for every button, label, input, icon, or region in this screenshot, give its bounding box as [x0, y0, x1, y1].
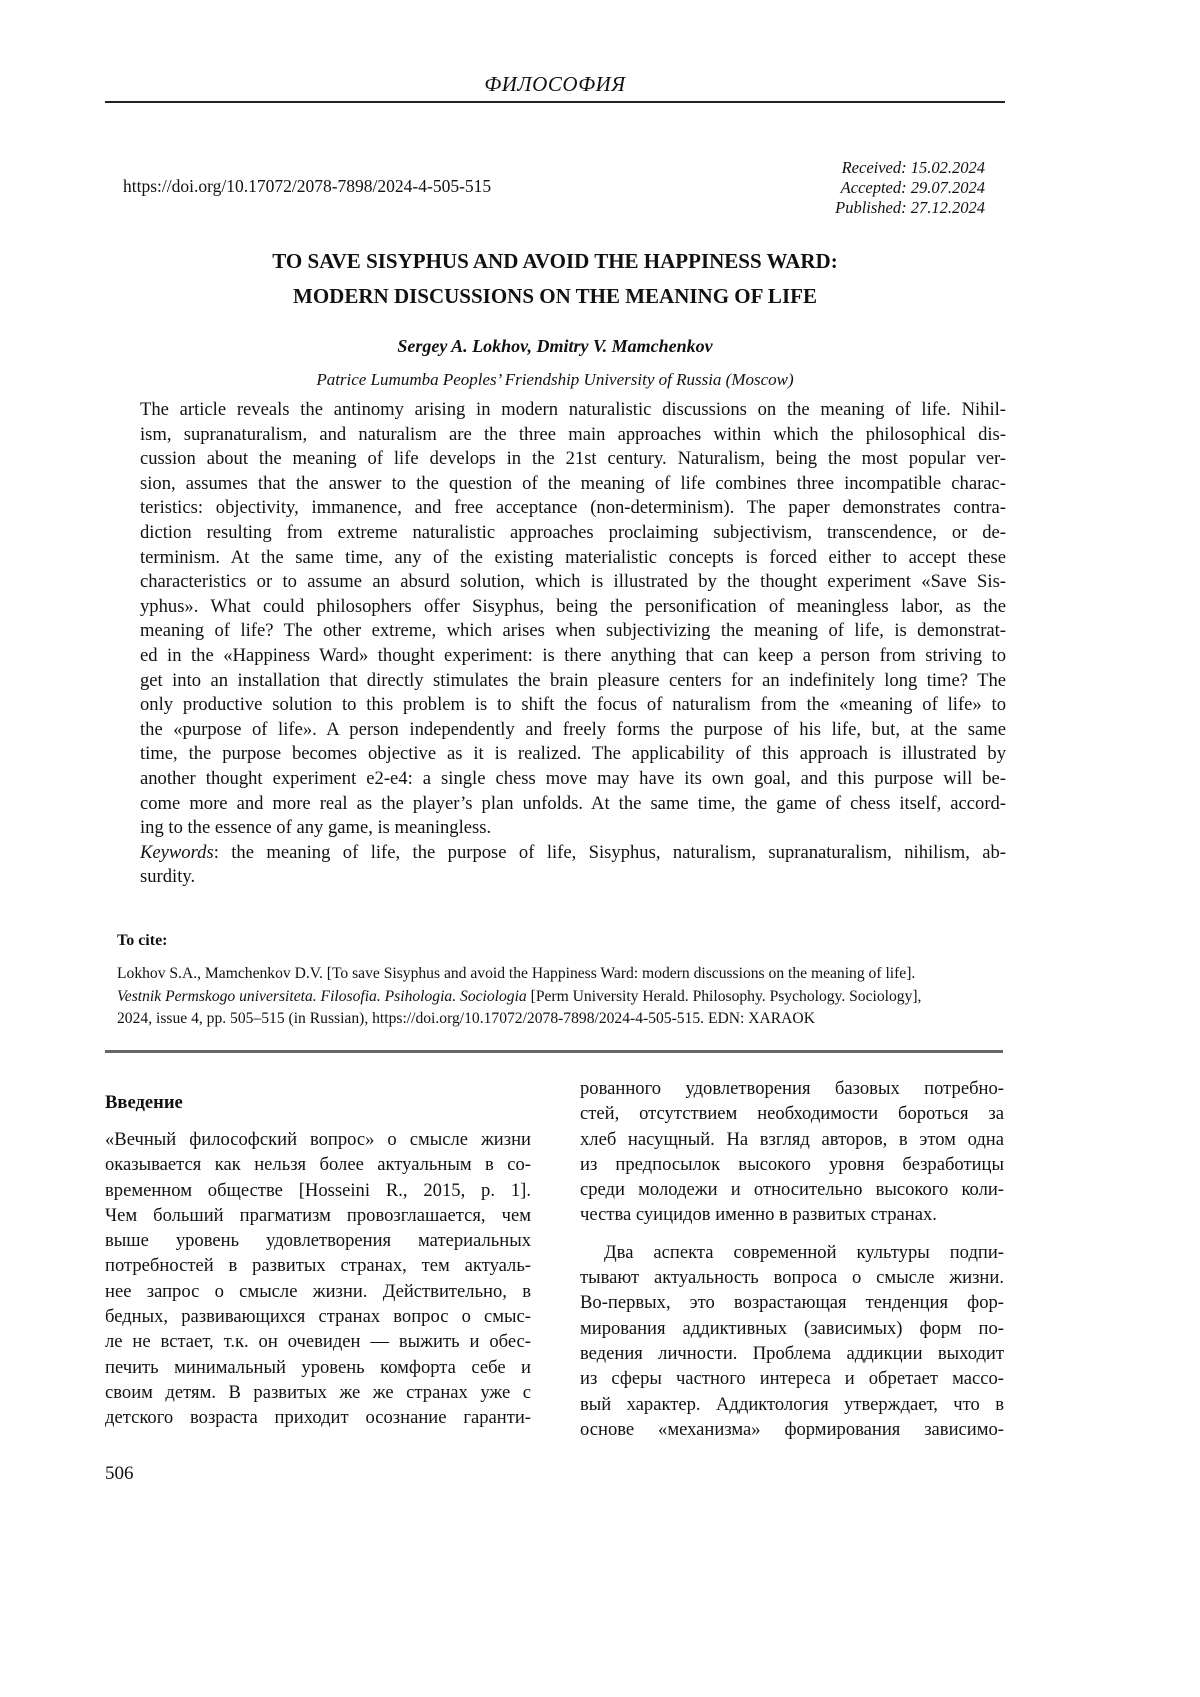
text-line: вый характер. Аддиктология утверждает, что в — [580, 1392, 1004, 1417]
article-dates — [835, 158, 985, 218]
citation — [117, 963, 997, 1031]
text-line: оказывается как нельзя более актуальным в со- — [105, 1152, 531, 1177]
title-line: MODERN DISCUSSIONS ON THE MEANING OF LIFE — [105, 279, 1005, 314]
citation-line — [117, 986, 997, 1009]
keywords-label: Keywords — [140, 842, 214, 863]
text-line: выше уровень удовлетворения материальных — [105, 1228, 531, 1253]
left-column — [105, 1127, 531, 1431]
citation-line: 2024, issue 4, pp. 505–515 (in Russian), https://doi.org/10.17072/2078-7898/2024-4-505-515. EDN: XARAOK — [117, 1008, 997, 1031]
text-line: come more and more real as the player’s plan unfolds. At the same time, the game of chess itself, accord- — [140, 792, 1006, 817]
accepted-date: Accepted: 29.07.2024 — [835, 178, 985, 198]
keywords-line — [140, 841, 1006, 866]
text-line: time, the purpose becomes objective as it is realized. The applicability of this approach is illustrated by — [140, 742, 1006, 767]
text-line: среди молодежи и относительно высокого коли- — [580, 1177, 1004, 1202]
text-line: sion, assumes that the answer to the question of the meaning of life combines three incompatible charac- — [140, 472, 1006, 497]
abstract — [140, 398, 1006, 890]
article-title — [105, 244, 1005, 314]
text-line: the «purpose of life». A person independently and freely forms the purpose of his life, but, at the same — [140, 718, 1006, 743]
text-line: бедных, развивающихся странах вопрос о смыс- — [105, 1304, 531, 1329]
text-line: ле не встает, т.к. он очевиден — выжить и обес- — [105, 1329, 531, 1354]
text-line: another thought experiment e2-e4: a single chess move may have its own goal, and this purpose will be- — [140, 767, 1006, 792]
affiliation: Patrice Lumumba Peoples’ Friendship University of Russia (Moscow) — [105, 370, 1005, 390]
text-line: чества суицидов именно в развитых странах. — [580, 1202, 1004, 1227]
text-line: ведения личности. Проблема аддикции выходит — [580, 1341, 1004, 1366]
authors: Sergey A. Lokhov, Dmitry V. Mamchenkov — [105, 336, 1005, 357]
running-header: ФИЛОСОФИЯ — [105, 72, 1005, 97]
text-line: Два аспекта современной культуры подпи- — [580, 1240, 1004, 1265]
section-heading-intro: Введение — [105, 1092, 183, 1114]
section-separator — [105, 1050, 1003, 1053]
text-line: из предпосылок высокого уровня безработицы — [580, 1152, 1004, 1177]
text-line: meaning of life? The other extreme, which arises when subjectivizing the meaning of life, is demonstrat- — [140, 619, 1006, 644]
text-line: teristics: objectivity, immanence, and free acceptance (non-determinism). The paper demonstrates contra- — [140, 496, 1006, 521]
text-line: «Вечный философский вопрос» о смысле жизни — [105, 1127, 531, 1152]
text-line: детского возраста приходит осознание гаранти- — [105, 1405, 531, 1430]
text-line: ing to the essence of any game, is meaningless. — [140, 816, 1006, 841]
cite-heading: To cite: — [117, 932, 168, 950]
text-line: yphus». What could philosophers offer Sisyphus, being the personification of meaningless labor, as the — [140, 595, 1006, 620]
received-date: Received: 15.02.2024 — [835, 158, 985, 178]
text-line: ed in the «Happiness Ward» thought experiment: is there anything that can keep a person from striving to — [140, 644, 1006, 669]
title-line: TO SAVE SISYPHUS AND AVOID THE HAPPINESS WARD: — [105, 244, 1005, 279]
text-line: cussion about the meaning of life develops in the 21st century. Naturalism, being the most popular ver- — [140, 447, 1006, 472]
text-line: печить минимальный уровень комфорта себе и — [105, 1355, 531, 1380]
text-line: основе «механизма» формирования зависимо- — [580, 1417, 1004, 1442]
text-line: Во-первых, это возрастающая тенденция фор- — [580, 1290, 1004, 1315]
text-line: стей, отсутствием необходимости бороться за — [580, 1101, 1004, 1126]
keywords-text: : the meaning of life, the purpose of life, Sisyphus, naturalism, supranaturalism, nihilism, ab- — [214, 842, 1006, 863]
text-line: Чем больший прагматизм провозглашается, чем — [105, 1203, 531, 1228]
text-line: diction resulting from extreme naturalistic approaches proclaiming subjectivism, transcendence, or de- — [140, 521, 1006, 546]
text-line: тывают актуальность вопроса о смысле жизни. — [580, 1265, 1004, 1290]
page-number: 506 — [105, 1463, 134, 1485]
text-line: из сферы частного интереса и обретает массо- — [580, 1366, 1004, 1391]
keywords-line: surdity. — [140, 865, 1006, 890]
text-line: хлеб насущный. На взгляд авторов, в этом одна — [580, 1127, 1004, 1152]
text-line: terminism. At the same time, any of the existing materialistic concepts is forced either to accept these — [140, 546, 1006, 571]
text-line: The article reveals the antinomy arising in modern naturalistic discussions on the meaning of life. Nihil- — [140, 398, 1006, 423]
text-line: get into an installation that directly stimulates the brain pleasure centers for an indefinitely long time? The — [140, 669, 1006, 694]
journal-name: Vestnik Permskogo universiteta. Filosofia. Psihologia. Sociologia — [117, 988, 527, 1005]
text-line: ism, supranaturalism, and naturalism are the three main approaches within which the philosophical dis- — [140, 423, 1006, 448]
citation-line: Lokhov S.A., Mamchenkov D.V. [To save Sisyphus and avoid the Happiness Ward: modern discussions on the meaning of life]. — [117, 963, 997, 986]
text-line: characteristics or to assume an absurd solution, which is illustrated by the thought experiment «Save Sis- — [140, 570, 1006, 595]
text-line: потребностей в развитых странах, тем актуаль- — [105, 1253, 531, 1278]
text-line: временном обществе [Hosseini R., 2015, p. 1]. — [105, 1178, 531, 1203]
text-line: only productive solution to this problem is to shift the focus of naturalism from the «meaning of life» to — [140, 693, 1006, 718]
text-line: нее запрос о смысле жизни. Действительно, в — [105, 1279, 531, 1304]
right-column — [580, 1076, 1004, 1442]
text-line: мирования аддиктивных (зависимых) форм по- — [580, 1316, 1004, 1341]
published-date: Published: 27.12.2024 — [835, 198, 985, 218]
header-rule — [105, 101, 1005, 103]
doi-link[interactable]: https://doi.org/10.17072/2078-7898/2024-4-505-515 — [123, 176, 491, 197]
text-line: своим детям. В развитых же же странах уже с — [105, 1380, 531, 1405]
citation-text: [Perm University Herald. Philosophy. Psychology. Sociology], — [527, 988, 922, 1005]
text-line: рованного удовлетворения базовых потребно- — [580, 1076, 1004, 1101]
